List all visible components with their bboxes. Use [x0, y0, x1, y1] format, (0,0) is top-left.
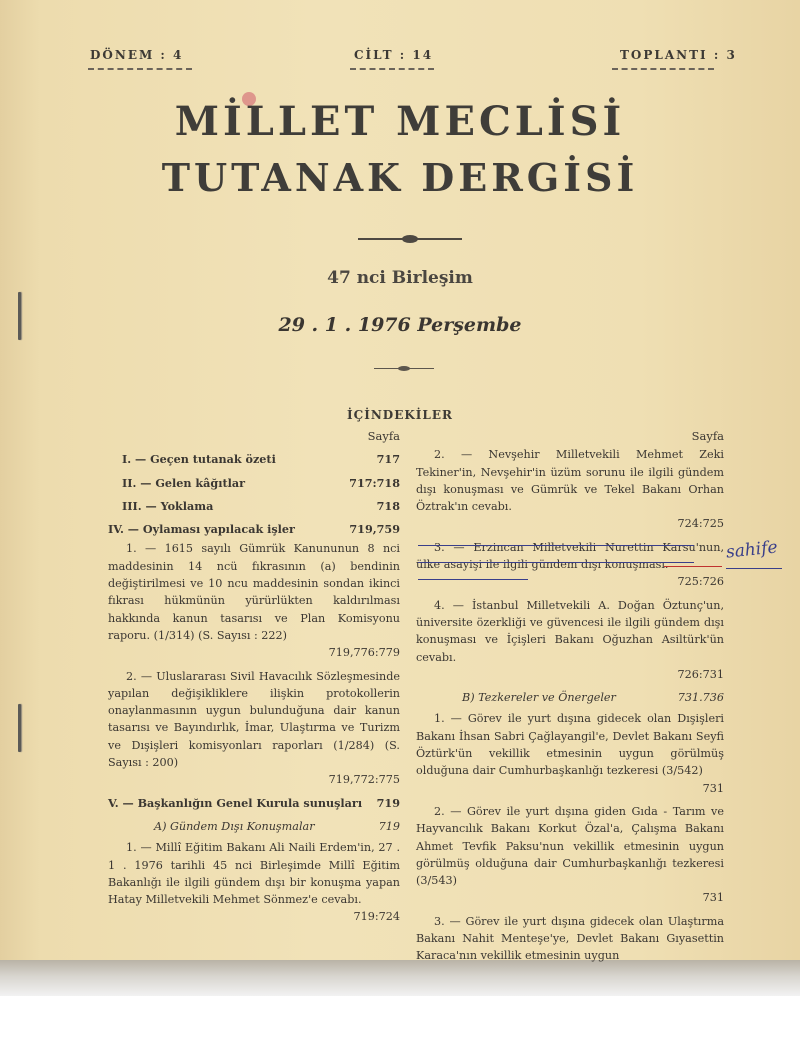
- item-page: 725:726: [677, 575, 724, 589]
- section-i: [108, 451, 400, 468]
- contents-item-highlighted: [416, 539, 724, 591]
- section-page: 719,759: [349, 522, 400, 537]
- subsection-page: 719: [378, 819, 400, 833]
- pen-underline-1: [418, 545, 694, 546]
- contents-item: [108, 540, 400, 661]
- section-page: 717:718: [349, 475, 400, 490]
- item-page: 719:724: [353, 910, 400, 924]
- item-page: 731: [702, 891, 724, 905]
- section-page: 717: [376, 452, 400, 467]
- session-date: 29 . 1 . 1976 Perşembe: [278, 314, 522, 336]
- section-ii: [108, 475, 400, 492]
- subsection-b: [416, 689, 724, 706]
- subsection-a: [108, 818, 400, 835]
- contents-right-column: [416, 428, 724, 971]
- contents-item: [416, 710, 724, 796]
- section-page: 719: [376, 795, 400, 810]
- pen-underline-3: [418, 579, 528, 580]
- handwritten-note: sahife: [725, 537, 779, 563]
- item-text: 1. — 1615 sayılı Gümrük Kanununun 8 nci maddesinin 14 ncü fıkrasının (a) bendinin değiştirilmesi ve 10 ncu maddesinin sondan ikinci fıkrası hükmünün yürürlükten kaldırılması hakkında kanun tasarısı ve Plan Komisyonu raporu. (1/314) (S. Sayısı : 222): [108, 542, 400, 642]
- ornament-rule-small: [374, 368, 434, 369]
- item-text: 2. — Uluslararası Sivil Havacılık Sözleşmesinde yapılan değişikliklere ilişkin protokollerin onaylanmasının uygun bulunduğuna dair kanun tasarısı ve Bayındırlık, İmar, Ulaştırma ve Turizm ve Dışişleri komisyonları raporları (1/284) (S. Sayısı : 200): [108, 669, 400, 770]
- section-label: IV. — Oylaması yapılacak işler: [108, 522, 295, 537]
- subsection-page: 731.736: [677, 691, 724, 705]
- contents-item: [108, 839, 400, 925]
- section-label: I. — Geçen tutanak özeti: [122, 452, 276, 467]
- sayfa-label: Sayfa: [691, 429, 724, 443]
- section-iii: [108, 498, 400, 515]
- header-donem: DÖNEM : 4: [90, 48, 184, 62]
- contents-left-column: [108, 428, 400, 932]
- subsection-label: A) Gündem Dışı Konuşmalar: [154, 819, 315, 833]
- item-page: 724:725: [677, 517, 724, 531]
- contents-item: [416, 913, 724, 965]
- section-iv: [108, 521, 400, 538]
- item-page: 719,772:775: [328, 773, 400, 787]
- red-pen-underline: [664, 566, 722, 567]
- section-label: II. — Gelen kâğıtlar: [122, 475, 246, 490]
- item-text: 2. — Nevşehir Milletvekili Mehmet Zeki Tekiner'in, Nevşehir'in üzüm sorunu ile ilgili gündem dışı konuşması ve Gümrük ve Tekel Bakanı Orhan Öztrak'ın cevabı.: [416, 448, 724, 514]
- sayfa-label: Sayfa: [367, 429, 400, 443]
- item-text: 1. — Millî Eğitim Bakanı Ali Naili Erdem'in, 27 . 1 . 1976 tarihli 45 nci Birleşimde Millî Eğitim Bakanlığı ile ilgili gündem dışı bir konuşma yapan Hatay Milletvekili Mehmet Sönmez'e cevabı.: [108, 841, 400, 907]
- ornament-rule: [358, 238, 462, 240]
- header-rule-middle: [350, 68, 434, 70]
- pen-underline-2: [418, 562, 694, 563]
- contents-item: [416, 446, 724, 532]
- section-label: III. — Yoklama: [122, 498, 214, 513]
- item-text: 2. — Görev ile yurt dışına giden Gıda - Tarım ve Hayvancılık Bakanı Korkut Özal'a, Çalışma Bakanı Ahmet Tevfik Paksu'nun vekillik etmesinin uygun görülmüş olduğuna dair Cumhurbaşkanlığı tezkeresi (3/543): [416, 804, 724, 888]
- contents-item: [416, 803, 724, 907]
- section-label: V. — Başkanlığın Genel Kurula sunuşları: [108, 795, 363, 810]
- item-text: 4. — İstanbul Milletvekili A. Doğan Öztunç'un, üniversite özerkliği ve güvencesi ile ilgili gündem dışı konuşması ve İçişleri Bakanı Oğuzhan Asiltürk'ün cevabı.: [416, 598, 724, 664]
- journal-title-line1: MİLLET MECLİSİ: [174, 98, 626, 145]
- section-v: [108, 795, 400, 812]
- header-rule-right: [612, 68, 714, 70]
- header-cilt: CİLT : 14: [354, 48, 434, 62]
- contents-heading: İÇİNDEKİLER: [347, 408, 453, 422]
- session-number: 47 nci Birleşim: [327, 268, 473, 288]
- item-text: 3. — Görev ile yurt dışına gidecek olan Ulaştırma Bakanı Nahit Menteşe'ye, Devlet Bakanı Gıyasettin Karaca'nın vekillik etmesinin uygun: [416, 914, 724, 963]
- item-text: 3. — Erzincan Milletvekili Nurettin Karsu'nun, ülke asayişi ile ilgili gündem dışı konuşması.: [416, 540, 724, 572]
- staple-bottom: [18, 704, 21, 752]
- item-page: 726:731: [677, 667, 724, 681]
- header-rule-left: [88, 68, 192, 70]
- contents-item: [108, 668, 400, 789]
- subsection-label: B) Tezkereler ve Önergeler: [462, 691, 616, 705]
- header-toplanti: TOPLANTI : 3: [620, 48, 737, 62]
- contents-item: [416, 597, 724, 683]
- item-page: 731: [702, 781, 724, 795]
- item-page: 719,776:779: [328, 646, 400, 660]
- pen-note-underline: [726, 568, 782, 569]
- journal-title-line2: TUTANAK DERGİSİ: [161, 155, 639, 200]
- section-page: 718: [376, 498, 400, 513]
- item-text: 1. — Görev ile yurt dışına gidecek olan Dışişleri Bakanı İhsan Sabri Çağlayangil'e, Devlet Bakanı Seyfi Öztürk'ün vekillik etmesinin uygun görülmüş olduğuna dair Cumhurbaşkanlığı tezkeresi (3/542): [416, 712, 724, 778]
